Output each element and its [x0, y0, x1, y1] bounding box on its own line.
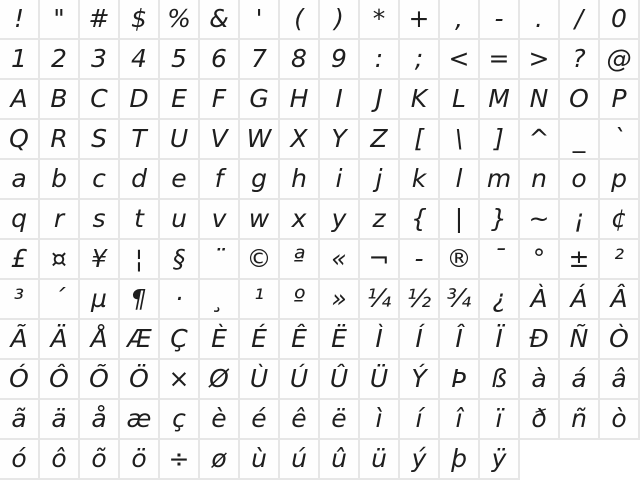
- glyph-cell[interactable]: q: [0, 200, 40, 240]
- glyph-cell[interactable]: ð: [520, 400, 560, 440]
- glyph-cell[interactable]: p: [600, 160, 640, 200]
- glyph-cell[interactable]: s: [80, 200, 120, 240]
- glyph-cell[interactable]: Ø: [200, 360, 240, 400]
- glyph-cell[interactable]: þ: [440, 440, 480, 480]
- glyph-cell[interactable]: ò: [600, 400, 640, 440]
- glyph-cell[interactable]: Ï: [480, 320, 520, 360]
- glyph-cell[interactable]: A: [0, 80, 40, 120]
- glyph-cell[interactable]: d: [120, 160, 160, 200]
- glyph-cell[interactable]: ³: [0, 280, 40, 320]
- glyph-cell[interactable]: }: [480, 200, 520, 240]
- glyph-cell[interactable]: ^: [520, 120, 560, 160]
- glyph-cell[interactable]: Q: [0, 120, 40, 160]
- glyph-cell[interactable]: T: [120, 120, 160, 160]
- glyph-cell[interactable]: L: [440, 80, 480, 120]
- glyph-cell[interactable]: Þ: [440, 360, 480, 400]
- glyph-cell[interactable]: :: [360, 40, 400, 80]
- glyph-cell[interactable]: {: [400, 200, 440, 240]
- glyph-cell[interactable]: §: [160, 240, 200, 280]
- glyph-cell[interactable]: ´: [40, 280, 80, 320]
- glyph-cell[interactable]: »: [320, 280, 360, 320]
- glyph-cell[interactable]: õ: [80, 440, 120, 480]
- glyph-cell[interactable]: í: [400, 400, 440, 440]
- glyph-cell[interactable]: /: [560, 0, 600, 40]
- glyph-cell[interactable]: e: [160, 160, 200, 200]
- glyph-cell[interactable]: ×: [160, 360, 200, 400]
- glyph-cell[interactable]: x: [280, 200, 320, 240]
- glyph-cell[interactable]: Ê: [280, 320, 320, 360]
- glyph-cell[interactable]: ¯: [480, 240, 520, 280]
- glyph-cell[interactable]: ]: [480, 120, 520, 160]
- glyph-cell[interactable]: ã: [0, 400, 40, 440]
- glyph-cell[interactable]: 5: [160, 40, 200, 80]
- glyph-cell[interactable]: ÷: [160, 440, 200, 480]
- glyph-cell[interactable]: ì: [360, 400, 400, 440]
- glyph-cell[interactable]: É: [240, 320, 280, 360]
- glyph-cell[interactable]: ¦: [120, 240, 160, 280]
- glyph-cell[interactable]: !: [0, 0, 40, 40]
- glyph-cell[interactable]: é: [240, 400, 280, 440]
- glyph-cell[interactable]: Ô: [40, 360, 80, 400]
- glyph-cell[interactable]: g: [240, 160, 280, 200]
- glyph-cell[interactable]: ;: [400, 40, 440, 80]
- glyph-cell[interactable]: %: [160, 0, 200, 40]
- glyph-cell[interactable]: À: [520, 280, 560, 320]
- glyph-cell[interactable]: 2: [40, 40, 80, 80]
- glyph-cell[interactable]: ¸: [200, 280, 240, 320]
- glyph-cell[interactable]: ¢: [600, 200, 640, 240]
- glyph-cell[interactable]: 4: [120, 40, 160, 80]
- glyph-cell[interactable]: f: [200, 160, 240, 200]
- glyph-cell[interactable]: ¥: [80, 240, 120, 280]
- glyph-cell[interactable]: Í: [400, 320, 440, 360]
- glyph-cell[interactable]: £: [0, 240, 40, 280]
- glyph-cell[interactable]: c: [80, 160, 120, 200]
- glyph-cell[interactable]: z: [360, 200, 400, 240]
- glyph-cell[interactable]: y: [320, 200, 360, 240]
- glyph-cell[interactable]: |: [440, 200, 480, 240]
- glyph-cell[interactable]: «: [320, 240, 360, 280]
- glyph-cell[interactable]: á: [560, 360, 600, 400]
- glyph-cell[interactable]: ü: [360, 440, 400, 480]
- glyph-cell[interactable]: ä: [40, 400, 80, 440]
- glyph-cell[interactable]: m: [480, 160, 520, 200]
- glyph-cell[interactable]: ê: [280, 400, 320, 440]
- glyph-cell[interactable]: >: [520, 40, 560, 80]
- glyph-cell[interactable]: &: [200, 0, 240, 40]
- glyph-cell[interactable]: #: [80, 0, 120, 40]
- glyph-cell[interactable]: R: [40, 120, 80, 160]
- glyph-cell[interactable]: n: [520, 160, 560, 200]
- glyph-cell[interactable]: =: [480, 40, 520, 80]
- glyph-cell[interactable]: -: [400, 240, 440, 280]
- glyph-cell[interactable]: ¨: [200, 240, 240, 280]
- glyph-cell[interactable]: Z: [360, 120, 400, 160]
- glyph-cell[interactable]: O: [560, 80, 600, 120]
- glyph-cell[interactable]: W: [240, 120, 280, 160]
- glyph-cell[interactable]: I: [320, 80, 360, 120]
- glyph-cell[interactable]: Î: [440, 320, 480, 360]
- glyph-cell[interactable]: µ: [80, 280, 120, 320]
- glyph-cell[interactable]: Ó: [0, 360, 40, 400]
- glyph-cell[interactable]: ¬: [360, 240, 400, 280]
- glyph-cell[interactable]: i: [320, 160, 360, 200]
- glyph-cell[interactable]: +: [400, 0, 440, 40]
- glyph-cell[interactable]: ©: [240, 240, 280, 280]
- glyph-cell[interactable]: Á: [560, 280, 600, 320]
- glyph-cell[interactable]: o: [560, 160, 600, 200]
- glyph-cell[interactable]: ²: [600, 240, 640, 280]
- glyph-cell[interactable]: Ñ: [560, 320, 600, 360]
- glyph-cell[interactable]: ±: [560, 240, 600, 280]
- glyph-cell[interactable]: [: [400, 120, 440, 160]
- glyph-cell[interactable]: ë: [320, 400, 360, 440]
- glyph-cell[interactable]: -: [480, 0, 520, 40]
- glyph-cell[interactable]: ö: [120, 440, 160, 480]
- glyph-cell[interactable]: u: [160, 200, 200, 240]
- glyph-cell[interactable]: <: [440, 40, 480, 80]
- glyph-cell[interactable]: r: [40, 200, 80, 240]
- glyph-cell[interactable]: ¹: [240, 280, 280, 320]
- glyph-cell[interactable]: ¾: [440, 280, 480, 320]
- glyph-cell-empty: [520, 440, 560, 480]
- glyph-cell[interactable]: P: [600, 80, 640, 120]
- glyph-cell[interactable]: a: [0, 160, 40, 200]
- glyph-cell[interactable]: ù: [240, 440, 280, 480]
- glyph-cell[interactable]: ,: [440, 0, 480, 40]
- glyph-cell[interactable]: j: [360, 160, 400, 200]
- glyph-cell[interactable]: F: [200, 80, 240, 120]
- glyph-cell[interactable]: ÿ: [480, 440, 520, 480]
- glyph-cell[interactable]: ý: [400, 440, 440, 480]
- glyph-cell[interactable]: â: [600, 360, 640, 400]
- glyph-cell[interactable]: º: [280, 280, 320, 320]
- glyph-cell[interactable]: È: [200, 320, 240, 360]
- glyph-cell[interactable]: ú: [280, 440, 320, 480]
- glyph-cell[interactable]: Ä: [40, 320, 80, 360]
- glyph-cell[interactable]: N: [520, 80, 560, 120]
- glyph-cell[interactable]: Õ: [80, 360, 120, 400]
- glyph-cell[interactable]: D: [120, 80, 160, 120]
- glyph-cell[interactable]: B: [40, 80, 80, 120]
- glyph-cell[interactable]: ½: [400, 280, 440, 320]
- glyph-cell[interactable]: ": [40, 0, 80, 40]
- glyph-cell[interactable]: è: [200, 400, 240, 440]
- glyph-cell[interactable]: î: [440, 400, 480, 440]
- glyph-cell[interactable]: å: [80, 400, 120, 440]
- glyph-cell[interactable]: û: [320, 440, 360, 480]
- glyph-cell[interactable]: 8: [280, 40, 320, 80]
- glyph-cell[interactable]: h: [280, 160, 320, 200]
- glyph-cell[interactable]: Ò: [600, 320, 640, 360]
- glyph-cell[interactable]: Ý: [400, 360, 440, 400]
- glyph-cell[interactable]: ñ: [560, 400, 600, 440]
- glyph-cell[interactable]: V: [200, 120, 240, 160]
- glyph-cell-empty: [600, 440, 640, 480]
- glyph-cell[interactable]: H: [280, 80, 320, 120]
- glyph-cell[interactable]: Ù: [240, 360, 280, 400]
- glyph-cell[interactable]: ¶: [120, 280, 160, 320]
- glyph-cell[interactable]: @: [600, 40, 640, 80]
- glyph-cell[interactable]: b: [40, 160, 80, 200]
- glyph-cell[interactable]: Ú: [280, 360, 320, 400]
- glyph-cell[interactable]: l: [440, 160, 480, 200]
- glyph-cell[interactable]: .: [520, 0, 560, 40]
- glyph-cell[interactable]: Ë: [320, 320, 360, 360]
- glyph-cell[interactable]: æ: [120, 400, 160, 440]
- glyph-cell[interactable]: t: [120, 200, 160, 240]
- glyph-cell[interactable]: 1: [0, 40, 40, 80]
- glyph-cell[interactable]: U: [160, 120, 200, 160]
- glyph-cell[interactable]: Ì: [360, 320, 400, 360]
- glyph-cell[interactable]: Ü: [360, 360, 400, 400]
- glyph-cell[interactable]: 9: [320, 40, 360, 80]
- glyph-cell[interactable]: ®: [440, 240, 480, 280]
- glyph-cell[interactable]: 6: [200, 40, 240, 80]
- glyph-cell[interactable]: _: [560, 120, 600, 160]
- glyph-cell[interactable]: C: [80, 80, 120, 120]
- glyph-cell[interactable]: Û: [320, 360, 360, 400]
- glyph-cell[interactable]: w: [240, 200, 280, 240]
- glyph-cell[interactable]: à: [520, 360, 560, 400]
- glyph-cell[interactable]: Ç: [160, 320, 200, 360]
- glyph-cell[interactable]: E: [160, 80, 200, 120]
- glyph-cell[interactable]: `: [600, 120, 640, 160]
- glyph-cell[interactable]: ?: [560, 40, 600, 80]
- glyph-cell[interactable]: K: [400, 80, 440, 120]
- glyph-cell[interactable]: ': [240, 0, 280, 40]
- glyph-cell[interactable]: ¼: [360, 280, 400, 320]
- glyph-cell[interactable]: ß: [480, 360, 520, 400]
- glyph-cell[interactable]: ¿: [480, 280, 520, 320]
- glyph-cell[interactable]: k: [400, 160, 440, 200]
- glyph-cell[interactable]: Ö: [120, 360, 160, 400]
- glyph-cell[interactable]: 7: [240, 40, 280, 80]
- glyph-cell[interactable]: ï: [480, 400, 520, 440]
- glyph-cell[interactable]: *: [360, 0, 400, 40]
- glyph-cell[interactable]: 0: [600, 0, 640, 40]
- glyph-cell[interactable]: Æ: [120, 320, 160, 360]
- glyph-cell[interactable]: ó: [0, 440, 40, 480]
- glyph-cell[interactable]: \: [440, 120, 480, 160]
- glyph-cell[interactable]: Ð: [520, 320, 560, 360]
- glyph-cell[interactable]: ¤: [40, 240, 80, 280]
- glyph-cell[interactable]: v: [200, 200, 240, 240]
- glyph-cell[interactable]: M: [480, 80, 520, 120]
- glyph-cell[interactable]: Å: [80, 320, 120, 360]
- glyph-cell[interactable]: Ã: [0, 320, 40, 360]
- glyph-cell[interactable]: ~: [520, 200, 560, 240]
- glyph-cell-empty: [560, 440, 600, 480]
- glyph-cell[interactable]: (: [280, 0, 320, 40]
- glyph-cell[interactable]: ª: [280, 240, 320, 280]
- glyph-cell[interactable]: $: [120, 0, 160, 40]
- glyph-cell[interactable]: ô: [40, 440, 80, 480]
- glyph-cell[interactable]: ø: [200, 440, 240, 480]
- glyph-cell[interactable]: J: [360, 80, 400, 120]
- glyph-cell[interactable]: ¡: [560, 200, 600, 240]
- glyph-cell[interactable]: S: [80, 120, 120, 160]
- glyph-cell[interactable]: °: [520, 240, 560, 280]
- glyph-cell[interactable]: 3: [80, 40, 120, 80]
- glyph-cell[interactable]: ç: [160, 400, 200, 440]
- glyph-cell[interactable]: G: [240, 80, 280, 120]
- glyph-cell[interactable]: ·: [160, 280, 200, 320]
- glyph-cell[interactable]: Y: [320, 120, 360, 160]
- glyph-cell[interactable]: ): [320, 0, 360, 40]
- glyph-cell[interactable]: X: [280, 120, 320, 160]
- glyph-cell[interactable]: Â: [600, 280, 640, 320]
